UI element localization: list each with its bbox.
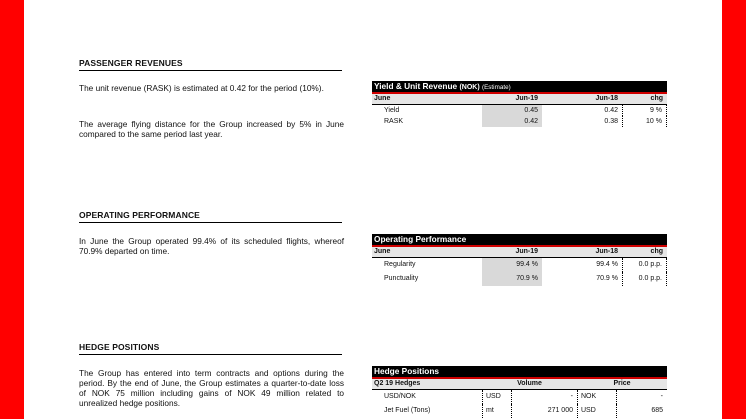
table-row: Regularity 99.4 % 99.4 % 0.0 p.p.	[372, 258, 667, 272]
yield-unit-revenue-table	[372, 81, 667, 127]
table-title: Operating Performance	[372, 234, 667, 247]
right-red-border	[722, 0, 746, 419]
left-red-border	[0, 0, 24, 419]
table-row: Jet Fuel (Tons) mt 271 000 USD 685	[372, 404, 667, 418]
operating-paragraph-1: In June the Group operated 99.4% of its scheduled flights, whereof 70.9% departed on time.	[79, 236, 344, 256]
table-row: Punctuality 70.9 % 70.9 % 0.0 p.p.	[372, 272, 667, 286]
table-title: Yield & Unit Revenue (NOK) (Estimate)	[372, 81, 667, 94]
passenger-paragraph-2: The average flying distance for the Group increased by 5% in June compared to the same period last year.	[79, 119, 344, 139]
table-row: RASK 0.42 0.38 10 %	[372, 116, 667, 127]
operating-performance-table	[372, 234, 667, 286]
table-header-row: June Jun-19 Jun-18 chg	[372, 247, 667, 258]
section-title-passenger-revenues: PASSENGER REVENUES	[79, 58, 342, 71]
table-header-row: Q2 19 Hedges Volume Price	[372, 379, 667, 390]
table-row: USD/NOK USD - NOK -	[372, 390, 667, 404]
table-row: Yield 0.45 0.42 9 %	[372, 105, 667, 116]
table-title: Hedge Positions	[372, 366, 667, 379]
hedge-positions-table	[372, 366, 667, 418]
section-title-hedge-positions: HEDGE POSITIONS	[79, 342, 342, 355]
hedge-paragraph-1: The Group has entered into term contracts and options during the period. By the end of June, the Group estimates a quarter-to-date loss of NOK 75 million including gains of NOK 49 million related to unrealized hedge positions.	[79, 368, 344, 408]
table-header-row: June Jun-19 Jun-18 chg	[372, 94, 667, 105]
section-title-operating-performance: OPERATING PERFORMANCE	[79, 210, 342, 223]
passenger-paragraph-1: The unit revenue (RASK) is estimated at 0.42 for the period (10%).	[79, 83, 324, 93]
